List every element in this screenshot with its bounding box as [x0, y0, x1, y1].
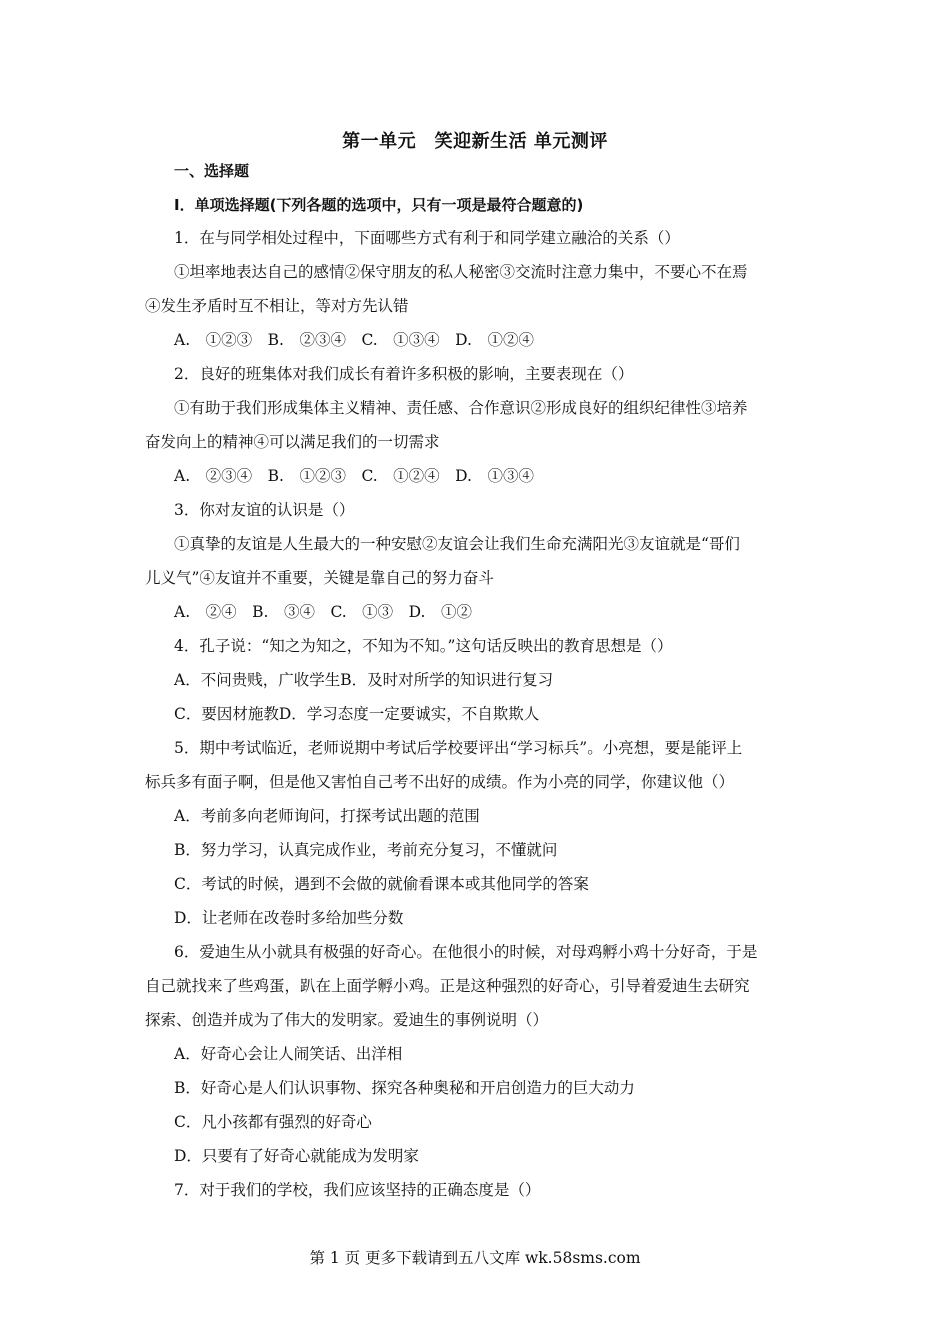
- question-line: 6．爱迪生从小就具有极强的好奇心。在他很小的时候，对母鸡孵小鸡十分好奇，于是: [174, 943, 758, 961]
- question-line: ①真挚的友谊是人生最大的一种安慰②友谊会让我们生命充满阳光③友谊就是“哥们: [174, 535, 740, 553]
- question-line: 2．良好的班集体对我们成长有着许多积极的影响，主要表现在（）: [174, 365, 634, 383]
- question-line: 自己就找来了些鸡蛋，趴在上面学孵小鸡。正是这种强烈的好奇心，引导着爱迪生去研究: [145, 977, 750, 995]
- section-heading: 一、选择题: [174, 162, 250, 180]
- question-line: 儿义气”④友谊并不重要，关键是靠自己的努力奋斗: [145, 569, 494, 587]
- question-line: C．要因材施教D．学习态度一定要诚实，不自欺欺人: [174, 705, 540, 723]
- question-line: 7．对于我们的学校，我们应该坚持的正确态度是（）: [174, 1181, 541, 1199]
- question-line: B．好奇心是人们认识事物、探究各种奥秘和开启创造力的巨大动力: [174, 1079, 635, 1097]
- page-footer: 第 1 页 更多下载请到五八文库 wk.58sms.com: [309, 1249, 641, 1267]
- question-line: ①有助于我们形成集体主义精神、责任感、合作意识②形成良好的组织纪律性③培养: [174, 399, 748, 417]
- question-line: A. ②③④ B. ①②③ C. ①②④ D. ①③④: [174, 467, 534, 485]
- question-body: [145, 227, 815, 1213]
- question-line: A．不问贵贱，广收学生B．及时对所学的知识进行复习: [174, 671, 554, 689]
- question-line: D．让老师在改卷时多给加些分数: [174, 909, 404, 927]
- question-line: B．努力学习，认真完成作业，考前充分复习，不懂就问: [174, 841, 558, 859]
- question-line: 标兵多有面子啊，但是他又害怕自己考不出好的成绩。作为小亮的同学，你建议他（）: [145, 773, 735, 791]
- question-line: A．好奇心会让人闹笑话、出洋相: [174, 1045, 403, 1063]
- question-line: D．只要有了好奇心就能成为发明家: [174, 1147, 419, 1165]
- question-line: 探索、创造并成为了伟大的发明家。爱迪生的事例说明（）: [145, 1011, 549, 1029]
- question-line: A. ①②③ B. ②③④ C. ①③④ D. ①②④: [174, 331, 534, 349]
- question-line: A. ②④ B. ③④ C. ①③ D. ①②: [174, 603, 472, 621]
- question-line: ④发生矛盾时互不相让，等对方先认错: [145, 297, 409, 315]
- question-line: C．考试的时候，遇到不会做的就偷看课本或其他同学的答案: [174, 875, 589, 893]
- question-line: 3．你对友谊的认识是（）: [174, 501, 355, 519]
- question-line: C．凡小孩都有强烈的好奇心: [174, 1113, 372, 1131]
- question-line: 5．期中考试临近，老师说期中考试后学校要评出“学习标兵”。小亮想，要是能评上: [174, 739, 743, 757]
- question-line: 1．在与同学相处过程中，下面哪些方式有利于和同学建立融洽的关系（）: [174, 229, 680, 247]
- page-title: 第一单元 笑迎新生活 单元测评: [342, 131, 608, 152]
- question-line: A．考前多向老师询问，打探考试出题的范围: [174, 807, 480, 825]
- question-line: ①坦率地表达自己的感情②保守朋友的私人秘密③交流时注意力集中，不要心不在焉: [174, 263, 748, 281]
- subsection-heading: Ⅰ．单项选择题(下列各题的选项中，只有一项是最符合题意的): [174, 196, 584, 214]
- question-line: 奋发向上的精神④可以满足我们的一切需求: [145, 433, 440, 451]
- question-line: 4．孔子说：“知之为知之，不知为不知。”这句话反映出的教育思想是（）: [174, 637, 673, 655]
